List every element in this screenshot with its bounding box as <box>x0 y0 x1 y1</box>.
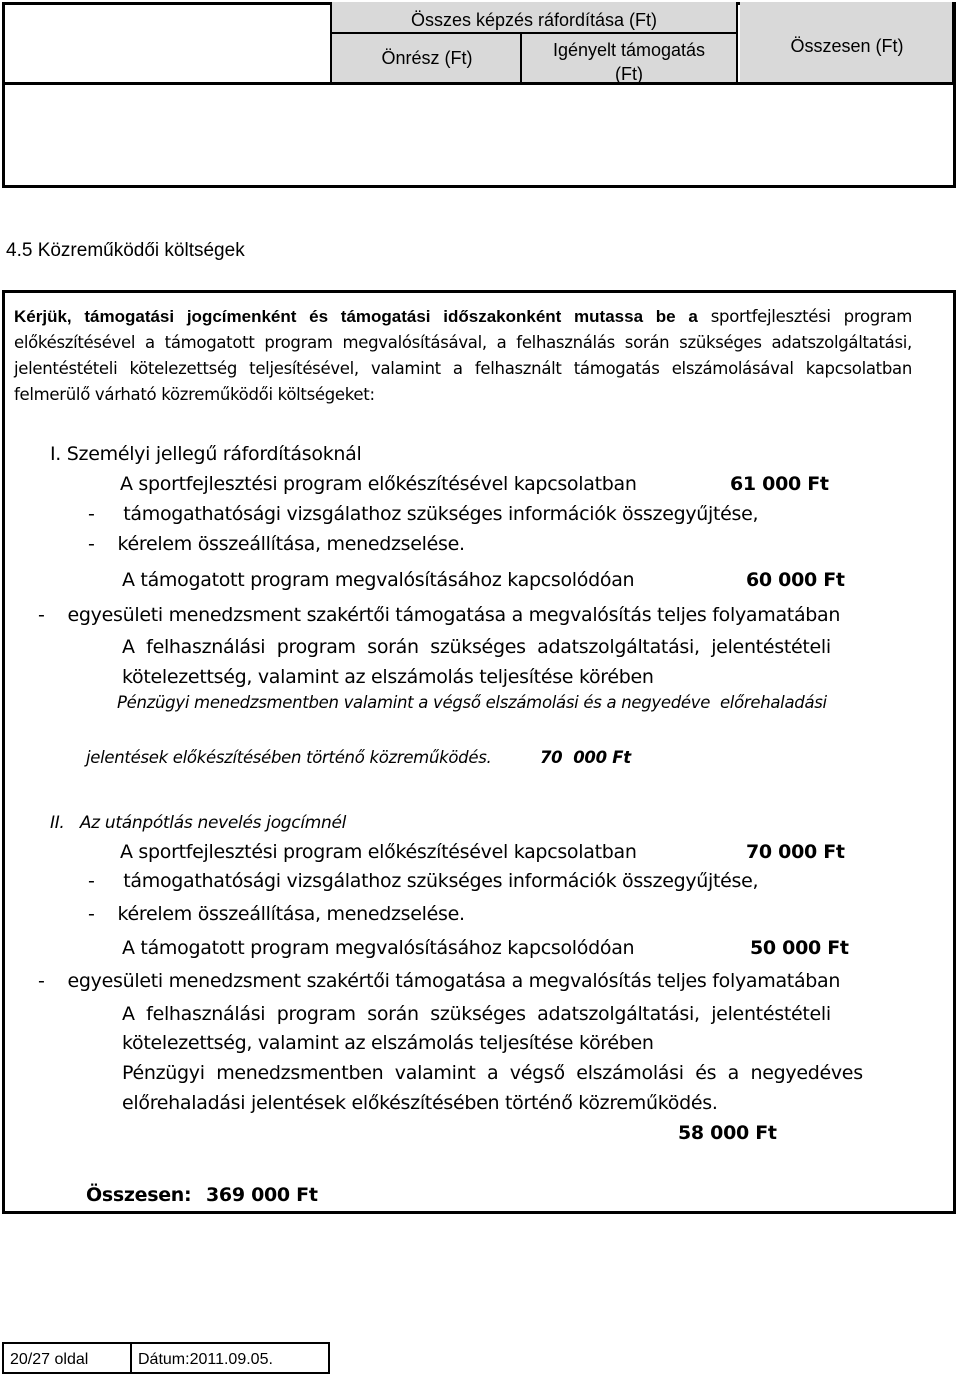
part2-prep-amount: 70 000 Ft <box>746 841 845 863</box>
part1-fin-line1: Pénzügyi menedzsmentben valamint a végső elszámolási és a negyedéve előrehaladási <box>117 693 827 712</box>
part2-fin-amount: 58 000 Ft <box>678 1122 777 1144</box>
part1-fin-amount: 70 000 Ft <box>540 748 631 767</box>
part2-usage-line2: kötelezettség, valamint az elszámolás teljesítése körében <box>122 1032 654 1054</box>
part1-fin-line2: jelentések előkészítésében történő közreműködés. <box>86 748 492 767</box>
part1-prep-item2: - kérelem összeállítása, menedzselése. <box>88 533 465 555</box>
total-amount: 369 000 Ft <box>206 1184 318 1206</box>
column-header-igenyelt-line1: Igényelt támogatás <box>552 40 706 60</box>
part1-usage-line2: kötelezettség, valamint az elszámolás teljesítése körében <box>122 666 654 688</box>
part1-impl-amount: 60 000 Ft <box>746 569 845 591</box>
part2-fin-line1: Pénzügyi menedzsmentben valamint a végső elszámolási és a negyedéves <box>122 1062 863 1084</box>
column-header-igenyelt <box>522 38 736 86</box>
part1-usage-line1: A felhasználási program során szükséges adatszolgáltatási, jelentéstételi <box>122 636 831 658</box>
part1-heading: I. Személyi jellegű ráfordításoknál <box>50 443 362 465</box>
part2-prep-label: A sportfejlesztési program előkészítésével kapcsolatban <box>120 841 637 863</box>
header-bottom-border <box>2 82 956 85</box>
section-title: 4.5 Közreműködői költségek <box>6 240 245 261</box>
part2-impl-label: A támogatott program megvalósításához kapcsolódóan <box>122 937 635 959</box>
part1-impl-item: - egyesületi menedzsment szakértői támogatása a megvalósítás teljes folyamatában <box>38 604 841 626</box>
table-group-title: Összes képzés ráfordítása (Ft) <box>410 10 658 30</box>
part1-prep-amount: 61 000 Ft <box>730 473 829 495</box>
part2-prep-item1: - támogathatósági vizsgálathoz szükséges információk összegyűjtése, <box>88 870 759 892</box>
part2-usage-line1: A felhasználási program során szükséges adatszolgáltatási, jelentéstételi <box>122 1003 831 1025</box>
part1-prep-item1: - támogathatósági vizsgálathoz szükséges információk összegyűjtése, <box>88 503 759 525</box>
part2-impl-item: - egyesületi menedzsment szakértői támogatása a megvalósítás teljes folyamatában <box>38 970 841 992</box>
column-header-osszesen: Összesen (Ft) <box>790 36 904 56</box>
part2-impl-amount: 50 000 Ft <box>750 937 849 959</box>
total-label: Összesen: <box>86 1184 192 1206</box>
part1-prep-label: A sportfejlesztési program előkészítésével kapcsolatban <box>120 473 637 495</box>
column-header-igenyelt-line2: (Ft) <box>615 64 643 84</box>
part2-heading: II. Az utánpótlás nevelés jogcímnél <box>50 813 347 833</box>
part2-fin-line2: előrehaladási jelentések előkészítésében történő közreműködés. <box>122 1092 718 1114</box>
intro-paragraph <box>14 304 912 408</box>
part1-impl-label: A támogatott program megvalósításához kapcsolódóan <box>122 569 635 591</box>
intro-bold: Kérjük, támogatási jogcímenként és támogatási időszakonként mutassa be a <box>14 307 698 326</box>
part2-prep-item2: - kérelem összeállítása, menedzselése. <box>88 903 465 925</box>
intro-rest: sportfejlesztési program előkészítésével a támogatott program megvalósításával, a felhasználás során szükséges adatszolgáltatási, jelentéstételi kötelezettség teljesítésével, valamint a felhasznált támogatás elszámolásával kapcsolatban felmerülő várható közreműködői költségeket: <box>14 307 912 404</box>
footer-page-number: 20/27 oldal <box>2 1342 132 1374</box>
column-header-onresz: Önrész (Ft) <box>381 48 473 68</box>
footer-date: Dátum:2011.09.05. <box>132 1342 330 1374</box>
header-divider-horizontal <box>332 32 736 35</box>
